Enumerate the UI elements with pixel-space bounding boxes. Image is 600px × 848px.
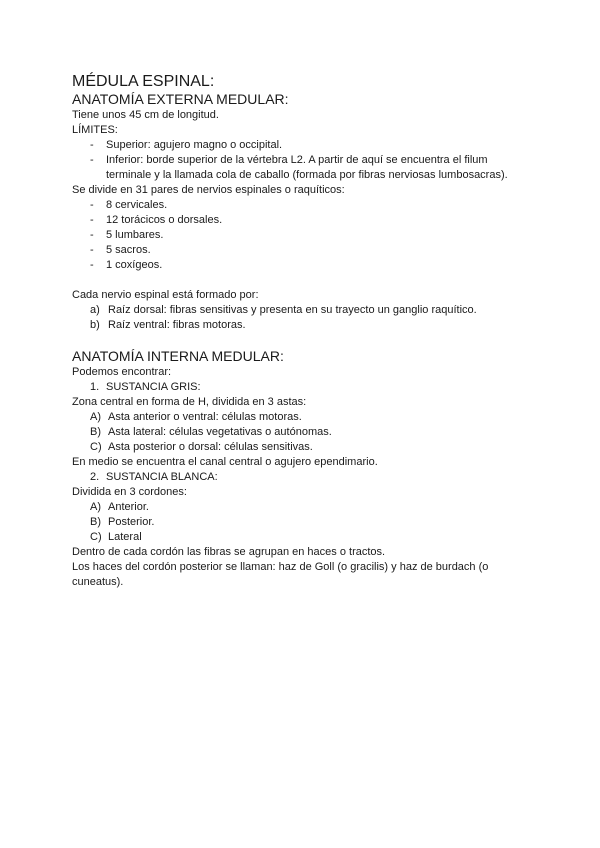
length-text: Tiene unos 45 cm de longitud. (72, 109, 219, 121)
list-item: B) Posterior. (90, 516, 155, 528)
list-item: b) Raíz ventral: fibras motoras. (90, 319, 246, 331)
gray-desc: Zona central en forma de H, dividida en 3 astas: (72, 396, 307, 408)
limits-label: LÍMITES: (72, 124, 118, 136)
list-item: a) Raíz dorsal: fibras sensitivas y presenta en su trayecto un ganglio raquítico. (90, 304, 477, 316)
spacer (72, 273, 532, 288)
formed-by-text: Cada nervio espinal está formado por: (72, 289, 259, 301)
posterior-text: Los haces del cordón posterior se llaman: haz de Goll (o gracilis) y haz de burdach (o cuneatus). (72, 561, 489, 588)
list-item: A) Asta anterior o ventral: células motoras. (90, 411, 302, 423)
list-item: 2. SUSTANCIA BLANCA: (90, 471, 218, 483)
list-item: - 5 lumbares. (90, 229, 164, 241)
internal-heading: ANATOMÍA INTERNA MEDULAR: (72, 348, 284, 364)
spacer (72, 333, 532, 348)
list-item: - 8 cervicales. (90, 199, 168, 211)
list-item: C) Asta posterior o dorsal: células sensitivas. (90, 441, 313, 453)
divides-text: Se divide en 31 pares de nervios espinales o raquíticos: (72, 184, 345, 196)
tracts-text: Dentro de cada cordón las fibras se agrupan en haces o tractos. (72, 546, 386, 558)
white-heading-list (72, 470, 532, 485)
list-item: 1. SUSTANCIA GRIS: (90, 381, 201, 393)
gray-note: En medio se encuentra el canal central o agujero ependimario. (72, 456, 378, 468)
nerves-list (72, 198, 532, 273)
white-items (72, 500, 532, 545)
list-item: A) Anterior. (90, 501, 149, 513)
gray-items (72, 410, 532, 455)
white-desc: Dividida en 3 cordones: (72, 486, 187, 498)
gray-heading-list (72, 380, 532, 395)
page-title: MÉDULA ESPINAL: (72, 73, 215, 90)
limits-list (72, 138, 532, 183)
roots-list (72, 303, 532, 333)
external-heading: ANATOMÍA EXTERNA MEDULAR: (72, 91, 289, 107)
list-item: C) Lateral (90, 531, 142, 543)
list-item: - 12 torácicos o dorsales. (90, 214, 223, 226)
list-item: - 5 sacros. (90, 244, 151, 256)
list-item: - Superior: agujero magno o occipital. (90, 139, 283, 151)
document-body (72, 72, 532, 590)
list-item: - 1 coxígeos. (90, 259, 163, 271)
intro-text: Podemos encontrar: (72, 366, 172, 378)
list-item: B) Asta lateral: células vegetativas o autónomas. (90, 426, 332, 438)
list-item: - Inferior: borde superior de la vértebra L2. A partir de aquí se encuentra el filum terminale y la llamada cola de caballo (formada por fibras nerviosas lumbosacras). (90, 154, 508, 181)
